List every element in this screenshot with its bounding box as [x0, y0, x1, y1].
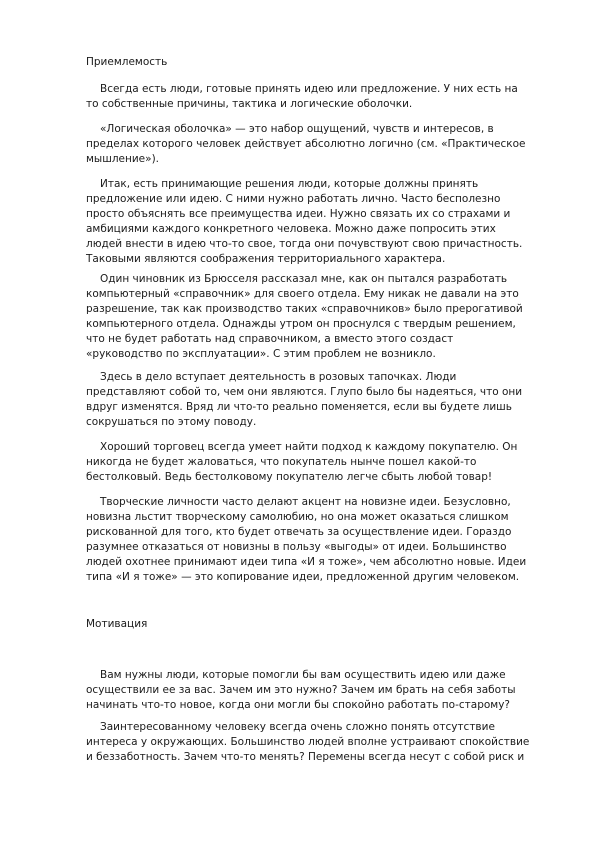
paragraph-line: разрешение, так как производство таких «справочников» было прерогативой: [86, 303, 523, 315]
paragraph-line: компьютерного отдела. Однажды утром он проснулся с твердым решением,: [86, 318, 516, 330]
paragraph-line: интереса у окружающих. Большинство людей вполне устраивают спокойствие: [86, 736, 530, 748]
paragraph-line: Творческие личности часто делают акцент на новизне идеи. Безусловно,: [100, 496, 511, 508]
paragraph-line: представляют собой то, чем они являются. Глупо было бы надеяться, что они: [86, 386, 523, 398]
paragraph-line: начинать что-то новое, когда они могли бы спокойно работать по-старому?: [86, 699, 510, 711]
paragraph-line: мышление»).: [86, 153, 159, 165]
paragraph-line: Хороший торговец всегда умеет найти подход к каждому покупателю. Он: [100, 441, 518, 453]
paragraph-line: Один чиновник из Брюсселя рассказал мне, как он пытался разработать: [100, 273, 508, 285]
paragraph-line: Итак, есть принимающие решения люди, которые должны принять: [100, 178, 479, 190]
paragraph: [86, 177, 556, 267]
section-heading: Мотивация: [86, 618, 148, 630]
paragraph-line: Таковыми являются соображения территориального характера.: [86, 253, 446, 265]
paragraph-line: то собственные причины, тактика и логические оболочки.: [86, 98, 413, 110]
paragraph-line: Всегда есть люди, готовые принять идею или предложение. У них есть на: [100, 83, 518, 95]
paragraph-line: разумнее отказаться от новизны в пользу «выгоды» от идеи. Большинство: [86, 541, 507, 553]
paragraph-line: осуществили ее за вас. Зачем им это нужно? Зачем им брать на себя заботы: [86, 684, 516, 696]
paragraph-line: что не будет работать над справочником, а вместо этого создаст: [86, 333, 454, 345]
paragraph-line: компьютерный «справочник» для своего отдела. Ему никак не давали на это: [86, 288, 519, 300]
paragraph: [86, 495, 556, 585]
paragraph: [86, 370, 556, 430]
paragraph-line: новизна льстит творческому самолюбию, но она может оказаться слишком: [86, 511, 509, 523]
paragraph-line: никогда не будет жаловаться, что покупатель нынче пошел какой-то: [86, 456, 477, 468]
paragraph-line: людей внести в идею что-то свое, тогда они почувствуют свою причастность.: [86, 238, 523, 250]
paragraph: [86, 272, 556, 362]
paragraph-line: людей охотнее принимают идеи типа «И я тоже», чем абсолютно новые. Идеи: [86, 556, 527, 568]
paragraph-line: пределах которого человек действует абсолютно логично (см. «Практическое: [86, 138, 526, 150]
paragraph-line: бестолковый. Ведь бестолковому покупателю легче сбыть любой товар!: [86, 471, 493, 483]
paragraph: [86, 122, 556, 167]
paragraph-line: вдруг изменятся. Вряд ли что-то реально поменяется, если вы будете лишь: [86, 401, 512, 413]
paragraph-line: предложение или идею. С ними нужно работать лично. Часто бесполезно: [86, 193, 501, 205]
paragraph: [86, 720, 556, 765]
paragraph: [86, 440, 556, 485]
paragraph-line: «Логическая оболочка» — это набор ощущений, чувств и интересов, в: [100, 123, 494, 135]
paragraph: [86, 668, 556, 713]
paragraph-line: типа «И я тоже» — это копирование идеи, предложенной другим человеком.: [86, 571, 520, 583]
paragraph-line: Заинтересованному человеку всегда очень сложно понять отсутствие: [100, 721, 495, 733]
paragraph-line: сокрушаться по этому поводу.: [86, 416, 257, 428]
paragraph-line: амбициями каждого конкретного человека. Можно даже попросить этих: [86, 223, 496, 235]
paragraph-line: рискованной для того, кто будет отвечать за осуществление идеи. Гораздо: [86, 526, 512, 538]
paragraph-line: «руководство по эксплуатации». С этим проблем не возникло.: [86, 348, 436, 360]
paragraph-line: Здесь в дело вступает деятельность в розовых тапочках. Люди: [100, 371, 457, 383]
paragraph-line: Вам нужны люди, которые помогли бы вам осуществить идею или даже: [100, 669, 506, 681]
paragraph-line: просто объяснять все преимущества идеи. Нужно связать их со страхами и: [86, 208, 511, 220]
paragraph: [86, 82, 556, 112]
section-heading: Приемлемость: [86, 56, 168, 68]
paragraph-line: и беззаботность. Зачем что-то менять? Перемены всегда несут с собой риск и: [86, 751, 525, 763]
